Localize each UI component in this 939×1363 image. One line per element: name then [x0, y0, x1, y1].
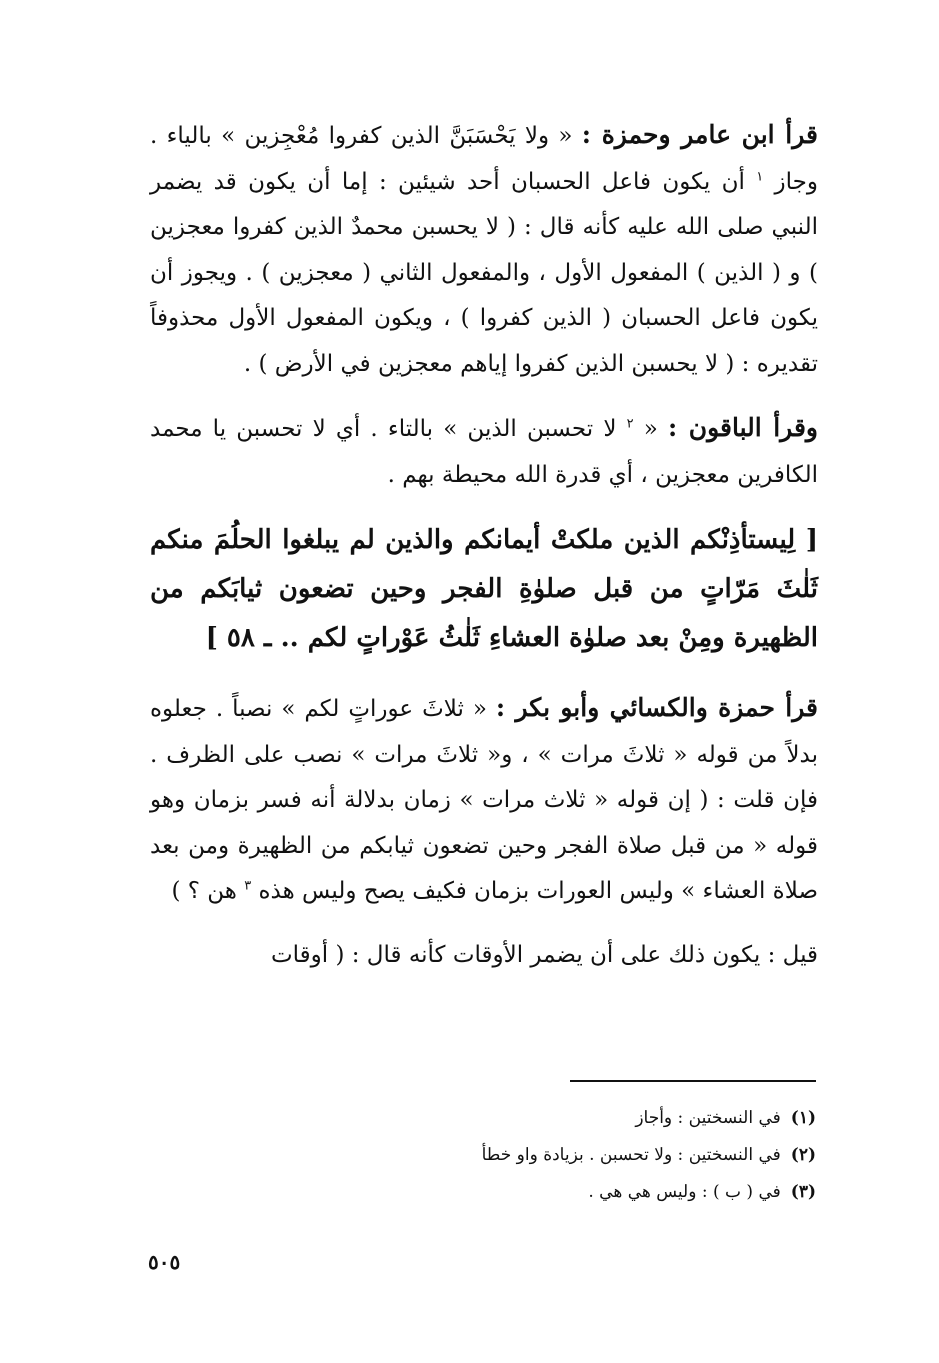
- footnote-number: (١): [790, 1108, 816, 1128]
- footnote-item: [360, 1100, 816, 1137]
- paragraph-hamza: [150, 685, 818, 915]
- paragraph-text: قيل : يكون ذلك على أن يضمر الأوقات كأنه قال : ( أوقات: [270, 941, 818, 968]
- footnotes: [360, 1100, 816, 1211]
- quran-verse: [ لِيستأذِنْكم الذين ملكتْ أيمانكم والذين لم يبلغوا الحلُمَ منكم ثَلٰثَ مَرّاتٍ من قبل صلوٰةِ الفجر وحين تضعون ثيابَكم من الظهيرة ومِنْ بعد صلوٰة العشاءِ ثَلٰثُ عَوْراتٍ لكم .. ـ ٥٨ ]: [150, 525, 818, 653]
- footnote-marker[interactable]: ٢: [626, 416, 634, 432]
- paragraph-lead: وقرأ الباقون :: [667, 413, 818, 442]
- paragraph-ibn-amir: [150, 112, 818, 387]
- footnote-item: [360, 1174, 816, 1211]
- paragraph-text: « ولا يَحْسَبَنَّ الذين كفروا مُعْجِزين » بالياء . وجاز: [150, 123, 818, 195]
- footnote-number: (٢): [790, 1145, 816, 1165]
- footnote-text: في النسختين : ولا تحسبن . بزيادة واو خطأ: [481, 1145, 781, 1165]
- footnote-number: (٣): [790, 1182, 816, 1202]
- paragraph-text-continued: لا تحسبن الذين » بالتاء . أي لا تحسبن يا محمد الكافرين معجزين ، أي قدرة الله محيطة بهم .: [150, 416, 818, 488]
- paragraph-lead: قرأ ابن عامر وحمزة :: [581, 120, 818, 149]
- footnote-text: في النسختين : وأجاز: [635, 1108, 781, 1128]
- page-body: [150, 112, 818, 996]
- paragraph-al-baqun: [150, 405, 818, 498]
- footnote-divider: [570, 1080, 816, 1082]
- paragraph-text-continued: أن يكون فاعل الحسبان أحد شيئين : إما أن يكون قد يضمر النبي صلى الله عليه كأنه قال : ( لا يحسبن محمدٌ الذين كفروا معجزين ) و ( الذين ) المفعول الأول ، والمفعول الثاني ( معجزين ) . ويجوز أن يكون فاعل الحسبان ( الذين كفروا ) ، ويكون المفعول الأول محذوفاً تقديره : ( لا يحسبن الذين كفروا إياهم معجزين في الأرض ) .: [150, 168, 818, 377]
- footnote-marker[interactable]: ١: [756, 168, 764, 184]
- paragraph-text-continued: هن ؟ ): [171, 878, 245, 904]
- footnote-marker[interactable]: ٣: [244, 878, 252, 894]
- paragraph-qila: [150, 933, 818, 979]
- paragraph-text: «: [633, 416, 668, 442]
- paragraph-lead: قرأ حمزة والكسائي وأبو بكر :: [495, 693, 819, 722]
- footnote-item: [360, 1137, 816, 1174]
- footnote-text: في ( ب ) : وليس هي هي .: [588, 1182, 781, 1202]
- page-number: ٥٠٥: [148, 1250, 181, 1274]
- paragraph-text: « ثلاثَ عوراتٍ لكم » نصباً . جعلوه بدلاً من قوله « ثلاثَ مرات » ، و« ثلاثَ مرات » نصب على الظرف . فإن قلت : ( إن قوله « ثلاث مرات » زمان بدلالة أنه فسر بزمان وهو قوله « من قبل صلاة الفجر وحين تضعون ثيابكم من الظهيرة ومن بعد صلاة العشاء » وليس العورات بزمان فكيف يصح وليس هذه: [150, 696, 818, 904]
